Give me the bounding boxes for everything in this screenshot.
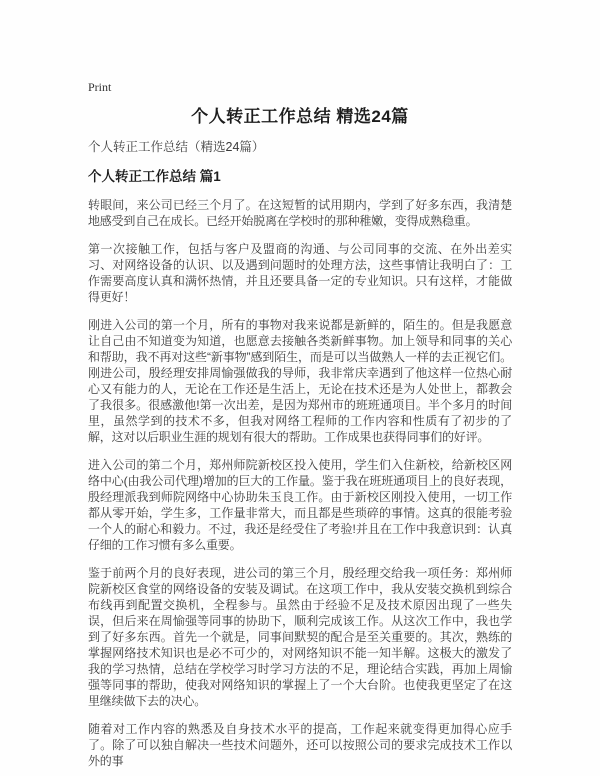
document-subtitle: 个人转正工作总结（精选24篇） [88, 140, 265, 154]
print-button[interactable]: Print [88, 80, 112, 94]
paragraph-3: 刚进入公司的第一个月，所有的事物对我来说都是新鲜的，陌生的。但是我愿意让自己由不知道变为知道，也愿意去接触各类新鲜事物。加上领导和同事的关心和帮助，我不再对这些“新事物”感到陌生，而是可以当做熟人一样的去正视它们。刚进公司，殷经理安排周愉强做我的导师，我非常庆幸遇到了他这样一位热心耐心又有能力的人，无论在工作还是生活上，无论在技术还是为人处世上，都教会了我很多。很感激他!第一次出差，是因为郑州市的班班通项目。半个多月的时间里，虽然学到的技术不多，但我对网络工程师的工作内容和性质有了初步的了解，这对以后职业生涯的规划有很大的帮助。工作成果也获得同事们的好评。 [88, 318, 512, 444]
paragraph-6: 随着对工作内容的熟悉及自身技术水平的提高，工作起来就变得更加得心应手了。除了可以独自解决一些技术问题外，还可以按照公司的要求完成技术工作以外的事 [88, 722, 512, 768]
paragraph-4: 进入公司的第二个月，郑州师院新校区投入使用，学生们入住新校，给新校区网络中心(由我公司代理)增加的巨大的工作量。鉴于我在班班通项目上的良好表现，殷经理派我到师院网络中心协助朱玉良工作。由于新校区刚投入使用，一切工作都从零开始，学生多，工作量非常大，而且都是些琐碎的事情。这真的很能考验一个人的耐心和毅力。不过，我还是经受住了考验!并且在工作中我意识到：认真仔细的工作习惯有多么重要。 [88, 458, 512, 552]
paragraph-2: 第一次接触工作，包括与客户及盟商的沟通、与公司同事的交流、在外出差实习、对网络设备的认识、以及遇到问题时的处理方法，这些事情让我明白了：工作需要高度认真和满怀热情，并且还要具备一定的专业知识。只有这样，才能做得更好！ [88, 242, 512, 304]
section-heading: 个人转正工作总结 篇1 [88, 169, 221, 184]
paragraph-5: 鉴于前两个月的良好表现，进公司的第三个月，殷经理交给我一项任务：郑州师院新校区食堂的网络设备的安装及调试。在这项工作中，我从安装交换机到综合布线再到配置交换机，全程参与。虽然由于经验不足及技术原因出现了一些失误，但后来在周愉强等同事的协助下，顺利完成该工作。从这次工作中，我也学到了好多东西。首先一个就是，同事间默契的配合是至关重要的。其次，熟练的掌握网络技术知识也是必不可少的，对网络知识不能一知半解。这极大的激发了我的学习热情，总结在学校学习时学习方法的不足，理论结合实践，再加上周愉强等同事的帮助，使我对网络知识的掌握上了一个大台阶。也使我更坚定了在这里继续做下去的决心。 [88, 566, 512, 708]
page-title: 个人转正工作总结 精选24篇 [191, 107, 409, 126]
paragraph-1: 转眼间，来公司已经三个月了。在这短暂的试用期内，学到了好多东西，我清楚地感受到自己在成长。已经开始脱离在学校时的那种稚嫩，变得成熟稳重。 [88, 198, 512, 228]
